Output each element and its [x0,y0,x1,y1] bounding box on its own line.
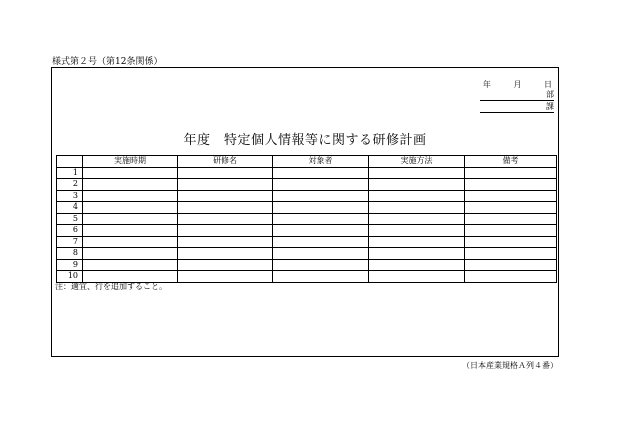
cell-remarks [465,271,557,283]
cell-training-name [178,248,273,260]
cell-remarks [465,236,557,248]
cell-method [369,179,465,191]
cell-remarks [465,248,557,260]
row-number: 4 [57,202,83,214]
document-title: 年度 特定個人情報等に関する研修計画 [183,133,427,148]
paper-standard-label: （日本産業規格Ａ列４番） [462,361,558,370]
table-row [57,202,557,214]
row-number: 2 [57,179,83,191]
cell-remarks [465,190,557,202]
cell-target [273,248,369,260]
cell-target [273,271,369,283]
cell-target [273,167,369,179]
cell-remarks [465,259,557,271]
cell-training-name [178,259,273,271]
department-field: 部 [480,89,554,101]
cell-training-name [178,190,273,202]
table-row [57,167,557,179]
table-header-row [57,156,557,168]
cell-period [83,225,178,237]
row-number: 5 [57,213,83,225]
row-number: 8 [57,248,83,260]
cell-target [273,202,369,214]
year-label: 年 [482,80,491,89]
table-row [57,236,557,248]
table-row [57,213,557,225]
row-number: 10 [57,271,83,283]
cell-period [83,236,178,248]
table-row [57,259,557,271]
cell-method [369,248,465,260]
table-row [57,248,557,260]
row-number: 1 [57,167,83,179]
table-row [57,225,557,237]
header-target: 対象者 [273,156,369,168]
header-remarks: 備考 [465,156,557,168]
cell-training-name [178,202,273,214]
cell-target [273,259,369,271]
note-text: 注：適宜、行を追加すること。 [55,282,167,291]
cell-training-name [178,167,273,179]
header-period: 実施時期 [83,156,178,168]
header-method: 実施方法 [369,156,465,168]
cell-method [369,190,465,202]
cell-method [369,202,465,214]
row-number: 9 [57,259,83,271]
row-number: 7 [57,236,83,248]
header-training-name: 研修名 [178,156,273,168]
cell-method [369,236,465,248]
table-row [57,190,557,202]
cell-target [273,179,369,191]
cell-period [83,167,178,179]
form-frame [51,67,559,357]
cell-remarks [465,179,557,191]
month-label: 月 [513,80,522,89]
cell-period [83,190,178,202]
header-number [57,156,83,168]
cell-period [83,248,178,260]
cell-target [273,225,369,237]
cell-training-name [178,225,273,237]
form-number-label: 様式第２号（第12条関係） [52,57,163,67]
row-number: 6 [57,225,83,237]
cell-method [369,213,465,225]
cell-period [83,202,178,214]
section-field: 課 [480,101,554,113]
cell-method [369,259,465,271]
cell-training-name [178,236,273,248]
table-row [57,179,557,191]
training-plan-table [56,155,557,283]
day-label: 日 [544,80,552,89]
cell-method [369,167,465,179]
row-number: 3 [57,190,83,202]
cell-period [83,179,178,191]
cell-training-name [178,179,273,191]
cell-target [273,236,369,248]
cell-period [83,213,178,225]
cell-method [369,225,465,237]
cell-remarks [465,213,557,225]
cell-training-name [178,271,273,283]
cell-remarks [465,202,557,214]
cell-target [273,190,369,202]
cell-period [83,259,178,271]
cell-method [369,271,465,283]
cell-remarks [465,225,557,237]
cell-remarks [465,167,557,179]
cell-target [273,213,369,225]
cell-training-name [178,213,273,225]
